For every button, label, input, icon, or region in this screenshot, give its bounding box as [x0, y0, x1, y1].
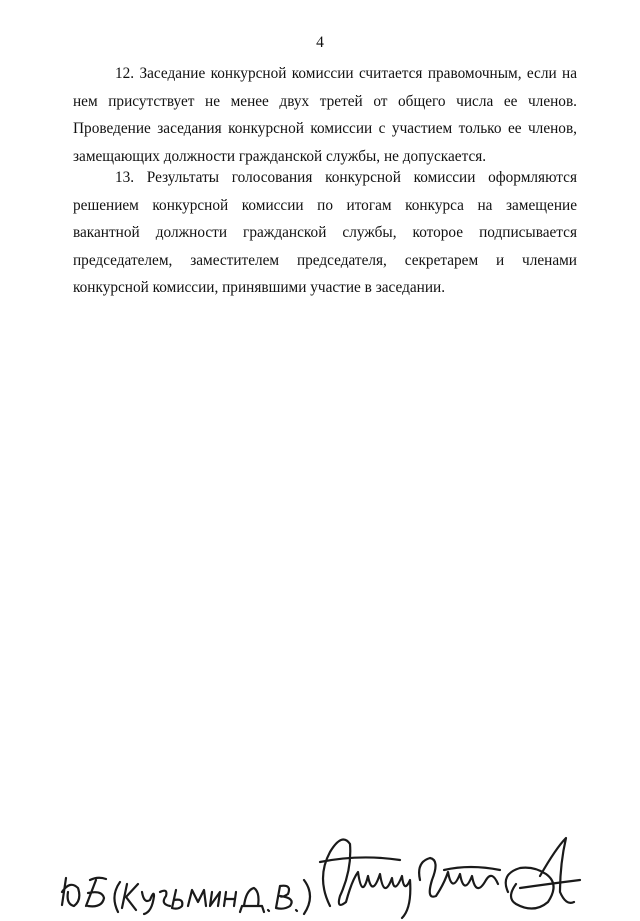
signature-3: [506, 838, 580, 909]
handwritten-signatures: [0, 820, 640, 921]
signature-2: [419, 858, 500, 897]
handwritten-note: [62, 878, 310, 914]
paragraph-12: 12. Заседание конкурсной комиссии считается правомочным, если на нем присутствует не менее двух третей от общего числа ее членов. Проведение заседания конкурсной комиссии с участием только ее членов, замещающих должности гражданской службы, не допускается.: [73, 65, 577, 165]
paragraph-13: 13. Результаты голосования конкурсной комиссии оформляются решением конкурсной комиссии по итогам конкурса на замещение вакантной должности гражданской службы, которое подписывается председателем, заместителем председателя, секретарем и членами конкурсной комиссии, принявшими участие в заседании.: [73, 169, 577, 297]
page-number: 4: [316, 34, 324, 51]
signature-1: [320, 840, 410, 919]
